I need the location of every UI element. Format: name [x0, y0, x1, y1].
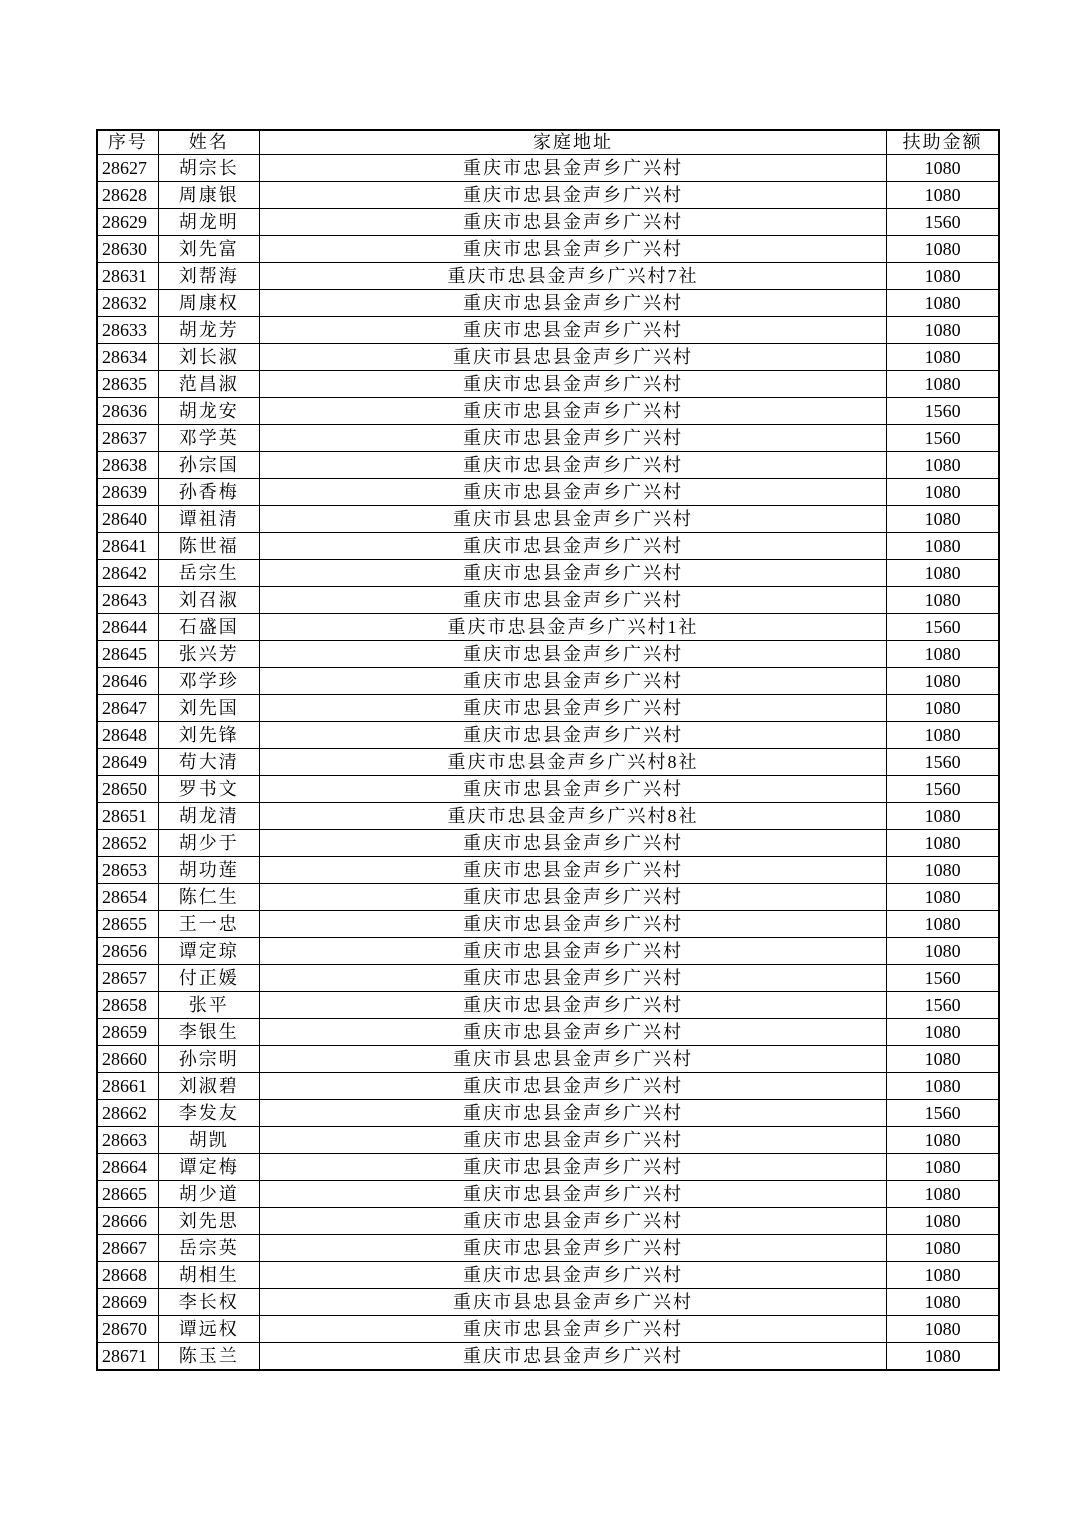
document-page	[96, 129, 1000, 1371]
cell-seq: 28665	[97, 1181, 158, 1208]
cell-amount: 1080	[887, 830, 999, 857]
table-row	[97, 155, 999, 182]
cell-address: 重庆市忠县金声乡广兴村	[259, 830, 886, 857]
cell-name: 胡龙安	[158, 398, 259, 425]
cell-seq: 28645	[97, 641, 158, 668]
cell-address: 重庆市忠县金声乡广兴村	[259, 560, 886, 587]
table-row	[97, 1019, 999, 1046]
table-row	[97, 1235, 999, 1262]
cell-seq: 28652	[97, 830, 158, 857]
cell-address: 重庆市忠县金声乡广兴村	[259, 1127, 886, 1154]
cell-seq: 28631	[97, 263, 158, 290]
table-row	[97, 1343, 999, 1371]
cell-name: 孙香梅	[158, 479, 259, 506]
cell-seq: 28628	[97, 182, 158, 209]
cell-amount: 1080	[887, 155, 999, 182]
cell-address: 重庆市忠县金声乡广兴村	[259, 668, 886, 695]
cell-amount: 1080	[887, 1235, 999, 1262]
cell-amount: 1080	[887, 1262, 999, 1289]
cell-amount: 1080	[887, 695, 999, 722]
cell-amount: 1080	[887, 668, 999, 695]
cell-name: 刘先国	[158, 695, 259, 722]
cell-address: 重庆市忠县金声乡广兴村	[259, 857, 886, 884]
cell-name: 刘帮海	[158, 263, 259, 290]
cell-name: 张兴芳	[158, 641, 259, 668]
cell-amount: 1560	[887, 965, 999, 992]
cell-name: 胡功莲	[158, 857, 259, 884]
cell-name: 刘先锋	[158, 722, 259, 749]
cell-address: 重庆市忠县金声乡广兴村	[259, 479, 886, 506]
cell-amount: 1080	[887, 533, 999, 560]
cell-address: 重庆市忠县金声乡广兴村	[259, 884, 886, 911]
cell-address: 重庆市县忠县金声乡广兴村	[259, 506, 886, 533]
table-row	[97, 344, 999, 371]
cell-name: 周康权	[158, 290, 259, 317]
cell-name: 谭定梅	[158, 1154, 259, 1181]
cell-amount: 1080	[887, 938, 999, 965]
assistance-table	[96, 129, 1000, 1371]
cell-amount: 1080	[887, 344, 999, 371]
cell-seq: 28639	[97, 479, 158, 506]
cell-seq: 28655	[97, 911, 158, 938]
header-amount: 扶助金额	[887, 130, 999, 155]
table-row	[97, 830, 999, 857]
cell-address: 重庆市忠县金声乡广兴村	[259, 587, 886, 614]
cell-amount: 1080	[887, 587, 999, 614]
cell-name: 王一忠	[158, 911, 259, 938]
cell-amount: 1080	[887, 1316, 999, 1343]
cell-seq: 28629	[97, 209, 158, 236]
cell-amount: 1080	[887, 479, 999, 506]
cell-name: 罗书文	[158, 776, 259, 803]
table-row	[97, 398, 999, 425]
cell-name: 胡宗长	[158, 155, 259, 182]
cell-seq: 28636	[97, 398, 158, 425]
table-row	[97, 290, 999, 317]
cell-address: 重庆市忠县金声乡广兴村8社	[259, 749, 886, 776]
cell-address: 重庆市忠县金声乡广兴村	[259, 1343, 886, 1371]
cell-amount: 1080	[887, 182, 999, 209]
cell-amount: 1080	[887, 452, 999, 479]
cell-name: 付正媛	[158, 965, 259, 992]
cell-seq: 28660	[97, 1046, 158, 1073]
table-row	[97, 1046, 999, 1073]
cell-address: 重庆市忠县金声乡广兴村8社	[259, 803, 886, 830]
cell-address: 重庆市忠县金声乡广兴村	[259, 965, 886, 992]
cell-address: 重庆市忠县金声乡广兴村	[259, 641, 886, 668]
table-row	[97, 479, 999, 506]
table-row	[97, 533, 999, 560]
cell-amount: 1560	[887, 398, 999, 425]
cell-seq: 28644	[97, 614, 158, 641]
cell-name: 胡少道	[158, 1181, 259, 1208]
cell-name: 谭祖清	[158, 506, 259, 533]
cell-name: 胡相生	[158, 1262, 259, 1289]
table-row	[97, 1289, 999, 1316]
cell-name: 范昌淑	[158, 371, 259, 398]
cell-address: 重庆市县忠县金声乡广兴村	[259, 1289, 886, 1316]
cell-name: 孙宗明	[158, 1046, 259, 1073]
cell-seq: 28670	[97, 1316, 158, 1343]
header-name: 姓名	[158, 130, 259, 155]
cell-address: 重庆市忠县金声乡广兴村	[259, 1208, 886, 1235]
cell-seq: 28648	[97, 722, 158, 749]
cell-amount: 1080	[887, 911, 999, 938]
table-row	[97, 1316, 999, 1343]
cell-seq: 28657	[97, 965, 158, 992]
table-row	[97, 749, 999, 776]
cell-name: 胡龙芳	[158, 317, 259, 344]
table-row	[97, 317, 999, 344]
cell-name: 胡龙清	[158, 803, 259, 830]
cell-address: 重庆市忠县金声乡广兴村1社	[259, 614, 886, 641]
cell-seq: 28658	[97, 992, 158, 1019]
cell-seq: 28627	[97, 155, 158, 182]
cell-seq: 28637	[97, 425, 158, 452]
cell-amount: 1560	[887, 614, 999, 641]
cell-amount: 1080	[887, 803, 999, 830]
cell-seq: 28649	[97, 749, 158, 776]
cell-amount: 1080	[887, 1046, 999, 1073]
cell-address: 重庆市忠县金声乡广兴村	[259, 155, 886, 182]
cell-address: 重庆市忠县金声乡广兴村	[259, 776, 886, 803]
cell-address: 重庆市忠县金声乡广兴村	[259, 722, 886, 749]
cell-address: 重庆市忠县金声乡广兴村	[259, 533, 886, 560]
cell-seq: 28669	[97, 1289, 158, 1316]
cell-address: 重庆市忠县金声乡广兴村	[259, 317, 886, 344]
table-header-row	[97, 130, 999, 155]
cell-amount: 1080	[887, 857, 999, 884]
cell-seq: 28640	[97, 506, 158, 533]
cell-address: 重庆市忠县金声乡广兴村	[259, 1181, 886, 1208]
table-row	[97, 1208, 999, 1235]
cell-address: 重庆市忠县金声乡广兴村7社	[259, 263, 886, 290]
cell-name: 陈仁生	[158, 884, 259, 911]
cell-name: 李发友	[158, 1100, 259, 1127]
cell-address: 重庆市忠县金声乡广兴村	[259, 236, 886, 263]
table-row	[97, 209, 999, 236]
cell-address: 重庆市忠县金声乡广兴村	[259, 1100, 886, 1127]
cell-amount: 1560	[887, 749, 999, 776]
cell-amount: 1080	[887, 1181, 999, 1208]
cell-name: 谭远权	[158, 1316, 259, 1343]
cell-name: 李长权	[158, 1289, 259, 1316]
cell-name: 陈世福	[158, 533, 259, 560]
cell-amount: 1080	[887, 1208, 999, 1235]
table-row	[97, 1181, 999, 1208]
cell-address: 重庆市忠县金声乡广兴村	[259, 1235, 886, 1262]
cell-seq: 28651	[97, 803, 158, 830]
cell-name: 刘长淑	[158, 344, 259, 371]
cell-amount: 1080	[887, 884, 999, 911]
table-row	[97, 884, 999, 911]
cell-address: 重庆市忠县金声乡广兴村	[259, 398, 886, 425]
table-body	[97, 155, 999, 1371]
cell-name: 陈玉兰	[158, 1343, 259, 1371]
cell-amount: 1080	[887, 290, 999, 317]
cell-address: 重庆市忠县金声乡广兴村	[259, 992, 886, 1019]
cell-seq: 28667	[97, 1235, 158, 1262]
cell-seq: 28638	[97, 452, 158, 479]
table-row	[97, 425, 999, 452]
cell-name: 孙宗国	[158, 452, 259, 479]
cell-amount: 1080	[887, 1073, 999, 1100]
cell-name: 岳宗英	[158, 1235, 259, 1262]
cell-name: 刘先富	[158, 236, 259, 263]
table-row	[97, 857, 999, 884]
cell-address: 重庆市忠县金声乡广兴村	[259, 371, 886, 398]
cell-address: 重庆市忠县金声乡广兴村	[259, 1019, 886, 1046]
table-row	[97, 506, 999, 533]
cell-address: 重庆市忠县金声乡广兴村	[259, 911, 886, 938]
cell-amount: 1080	[887, 317, 999, 344]
cell-address: 重庆市忠县金声乡广兴村	[259, 209, 886, 236]
cell-address: 重庆市忠县金声乡广兴村	[259, 1154, 886, 1181]
cell-name: 苟大清	[158, 749, 259, 776]
cell-seq: 28634	[97, 344, 158, 371]
cell-name: 胡凯	[158, 1127, 259, 1154]
cell-amount: 1080	[887, 1154, 999, 1181]
cell-address: 重庆市忠县金声乡广兴村	[259, 1073, 886, 1100]
cell-seq: 28633	[97, 317, 158, 344]
header-address: 家庭地址	[259, 130, 886, 155]
cell-seq: 28646	[97, 668, 158, 695]
table-row	[97, 587, 999, 614]
cell-amount: 1560	[887, 209, 999, 236]
cell-amount: 1560	[887, 776, 999, 803]
cell-address: 重庆市忠县金声乡广兴村	[259, 425, 886, 452]
cell-address: 重庆市县忠县金声乡广兴村	[259, 344, 886, 371]
table-row	[97, 992, 999, 1019]
table-row	[97, 614, 999, 641]
cell-name: 谭定琼	[158, 938, 259, 965]
cell-name: 刘召淑	[158, 587, 259, 614]
cell-seq: 28666	[97, 1208, 158, 1235]
cell-name: 邓学英	[158, 425, 259, 452]
cell-seq: 28642	[97, 560, 158, 587]
cell-amount: 1080	[887, 722, 999, 749]
table-row	[97, 776, 999, 803]
table-row	[97, 722, 999, 749]
table-row	[97, 641, 999, 668]
cell-seq: 28635	[97, 371, 158, 398]
cell-seq: 28630	[97, 236, 158, 263]
cell-seq: 28664	[97, 1154, 158, 1181]
cell-address: 重庆市忠县金声乡广兴村	[259, 695, 886, 722]
cell-name: 石盛国	[158, 614, 259, 641]
cell-seq: 28659	[97, 1019, 158, 1046]
cell-name: 胡龙明	[158, 209, 259, 236]
cell-seq: 28656	[97, 938, 158, 965]
table-row	[97, 803, 999, 830]
cell-address: 重庆市忠县金声乡广兴村	[259, 452, 886, 479]
cell-address: 重庆市忠县金声乡广兴村	[259, 938, 886, 965]
table-row	[97, 452, 999, 479]
cell-amount: 1080	[887, 263, 999, 290]
cell-seq: 28647	[97, 695, 158, 722]
table-row	[97, 236, 999, 263]
cell-name: 刘淑碧	[158, 1073, 259, 1100]
cell-address: 重庆市忠县金声乡广兴村	[259, 1262, 886, 1289]
table-row	[97, 1154, 999, 1181]
table-row	[97, 182, 999, 209]
cell-seq: 28641	[97, 533, 158, 560]
cell-amount: 1080	[887, 1127, 999, 1154]
table-row	[97, 1100, 999, 1127]
table-row	[97, 695, 999, 722]
cell-seq: 28663	[97, 1127, 158, 1154]
cell-seq: 28643	[97, 587, 158, 614]
cell-amount: 1080	[887, 1343, 999, 1371]
cell-amount: 1560	[887, 425, 999, 452]
cell-amount: 1080	[887, 371, 999, 398]
cell-seq: 28671	[97, 1343, 158, 1371]
cell-seq: 28650	[97, 776, 158, 803]
cell-name: 刘先思	[158, 1208, 259, 1235]
cell-amount: 1080	[887, 641, 999, 668]
cell-name: 周康银	[158, 182, 259, 209]
cell-amount: 1080	[887, 1019, 999, 1046]
table-row	[97, 371, 999, 398]
cell-seq: 28661	[97, 1073, 158, 1100]
cell-name: 邓学珍	[158, 668, 259, 695]
cell-name: 李银生	[158, 1019, 259, 1046]
cell-amount: 1560	[887, 1100, 999, 1127]
table-row	[97, 911, 999, 938]
cell-amount: 1080	[887, 560, 999, 587]
cell-address: 重庆市忠县金声乡广兴村	[259, 182, 886, 209]
table-row	[97, 1073, 999, 1100]
cell-seq: 28654	[97, 884, 158, 911]
cell-seq: 28632	[97, 290, 158, 317]
cell-amount: 1080	[887, 506, 999, 533]
table-row	[97, 1127, 999, 1154]
cell-address: 重庆市县忠县金声乡广兴村	[259, 1046, 886, 1073]
table-row	[97, 1262, 999, 1289]
table-row	[97, 965, 999, 992]
header-seq: 序号	[97, 130, 158, 155]
table-row	[97, 263, 999, 290]
cell-name: 胡少于	[158, 830, 259, 857]
table-row	[97, 938, 999, 965]
cell-address: 重庆市忠县金声乡广兴村	[259, 290, 886, 317]
table-row	[97, 668, 999, 695]
cell-amount: 1080	[887, 236, 999, 263]
cell-seq: 28662	[97, 1100, 158, 1127]
cell-address: 重庆市忠县金声乡广兴村	[259, 1316, 886, 1343]
cell-amount: 1560	[887, 992, 999, 1019]
table-row	[97, 560, 999, 587]
cell-name: 张平	[158, 992, 259, 1019]
cell-name: 岳宗生	[158, 560, 259, 587]
cell-amount: 1080	[887, 1289, 999, 1316]
cell-seq: 28653	[97, 857, 158, 884]
cell-seq: 28668	[97, 1262, 158, 1289]
